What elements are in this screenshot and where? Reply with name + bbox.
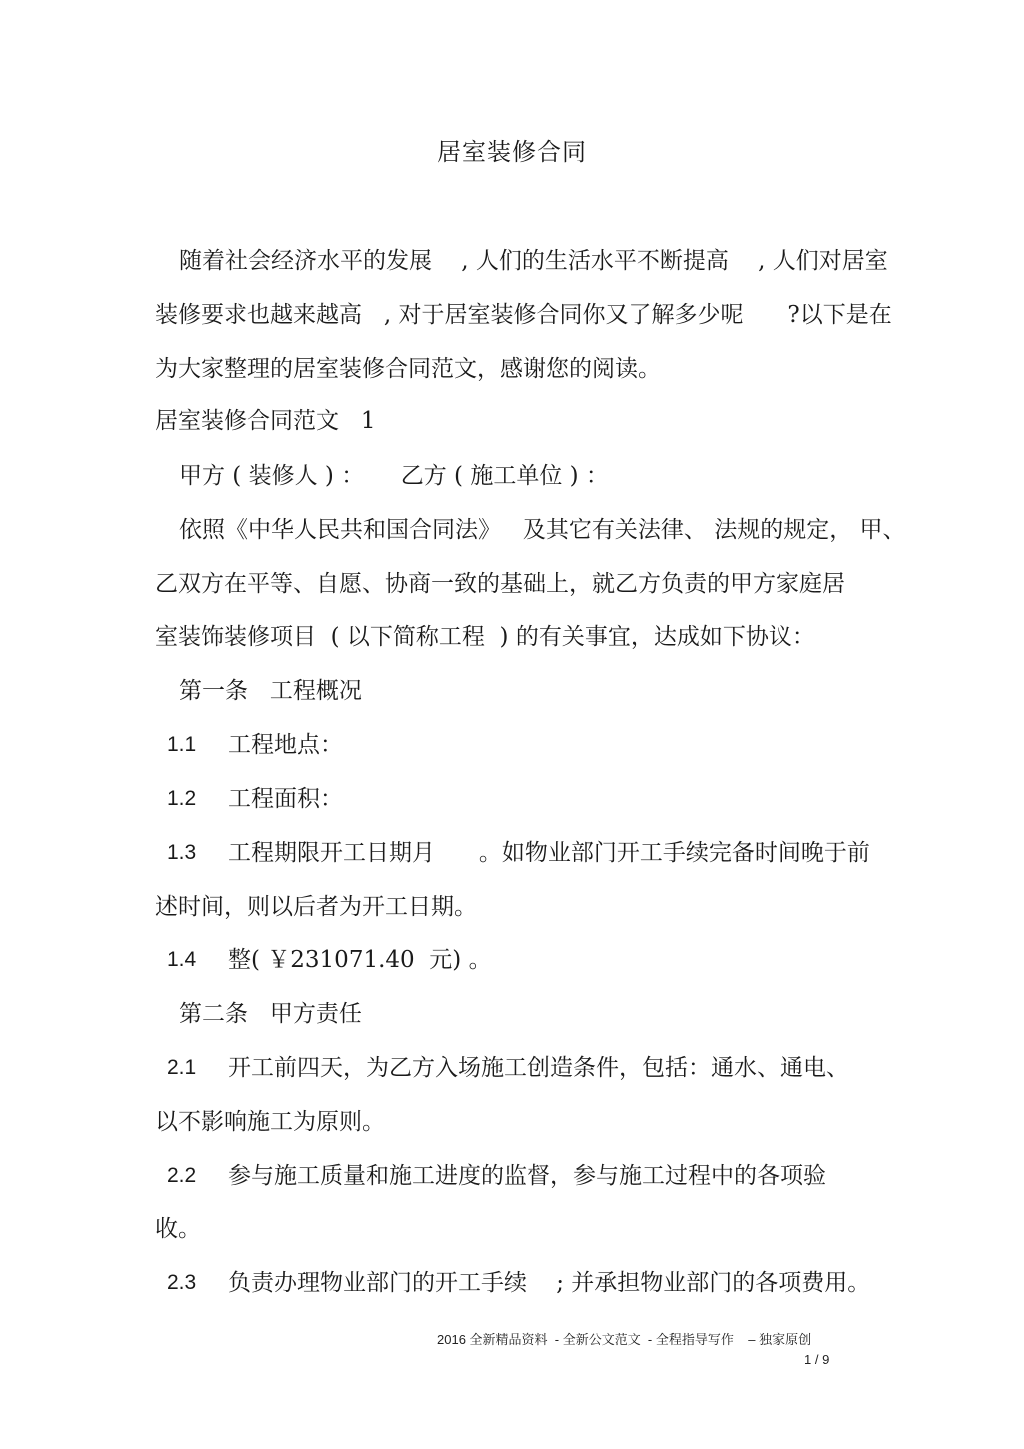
clause-number: 1.2 [167,787,197,810]
page-title: 居室装修合同 [437,138,587,166]
clause-number: 2.1 [167,1056,197,1079]
clause-text: 整( ￥231071.40 元) 。 [228,947,492,973]
preamble-line-3: 室装饰装修项目 ( 以下简称工程 ) 的有关事宜，达成如下协议： [155,624,815,650]
sample-heading: 居室装修合同范文 1 [155,408,376,434]
clause-text: 工程面积： [228,786,343,812]
clause-text: 参与施工质量和施工进度的监督，参与施工过程中的各项验 [228,1163,826,1189]
clause-text: 工程期限开工日期月 。如物业部门开工手续完备时间晚于前 [228,840,870,866]
preamble-line-1: 依照《中华人民共和国合同法》 及其它有关法律、 法规的规定， 甲、 [179,517,906,543]
intro-line-3: 为大家整理的居室装修合同范文，感谢您的阅读。 [155,356,661,382]
clause-text-continued: 以不影响施工为原则。 [155,1109,385,1135]
intro-line-1: 随着社会经济水平的发展 , 人们的生活水平不断提高 , 人们对居室 [179,248,888,274]
clause-text: 负责办理物业部门的开工手续 ; 并承担物业部门的各项费用。 [228,1270,871,1296]
footer-tagline: 2016 全新精品资料 - 全新公文范文 - 全程指导写作 – 独家原创 [437,1332,812,1347]
clause-number: 1.1 [167,733,197,756]
clause-text-continued: 收。 [155,1216,201,1242]
parties-line: 甲方 ( 装修人 ) ： 乙方 ( 施工单位 ) ： [179,463,609,489]
clause-number: 1.4 [167,948,197,971]
page-number: 1 / 9 [804,1352,830,1367]
intro-line-2: 装修要求也越来越高 , 对于居室装修合同你又了解多少呢 ?以下是在 [155,302,892,328]
clause-text: 工程地点： [228,732,343,758]
clause-text-continued: 述时间，则以后者为开工日期。 [155,894,477,920]
article-2-heading: 第二条 甲方责任 [179,1001,362,1027]
clause-number: 1.3 [167,841,197,864]
article-1-heading: 第一条 工程概况 [179,678,362,704]
clause-number: 2.2 [167,1164,197,1187]
clause-number: 2.3 [167,1271,197,1294]
preamble-line-2: 乙双方在平等、自愿、协商一致的基础上，就乙方负责的甲方家庭居 [155,571,845,597]
clause-text: 开工前四天，为乙方入场施工创造条件，包括：通水、通电、 [228,1055,849,1081]
